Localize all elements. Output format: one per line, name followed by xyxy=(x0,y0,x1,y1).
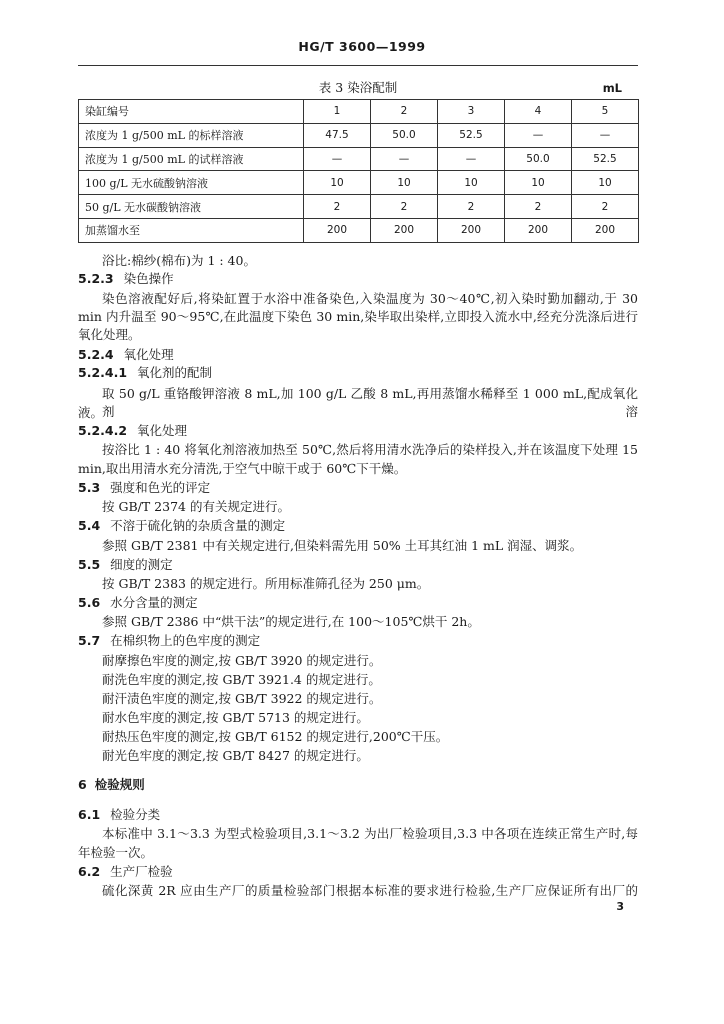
table-cell: 50.0 xyxy=(371,123,438,147)
table-row-label: 浓度为 1 g/500 mL 的试样溶液 xyxy=(79,147,304,171)
table-header-row xyxy=(79,100,639,124)
section-heading xyxy=(0,364,724,382)
paragraph-line: 按 GB/T 2374 的有关规定进行。 xyxy=(102,499,290,514)
table-row-label: 100 g/L 无水硫酸钠溶液 xyxy=(79,171,304,195)
table-cell: 10 xyxy=(505,171,572,195)
table-cell: 200 xyxy=(505,218,572,242)
table-row xyxy=(79,171,639,195)
section-number: 5.3 xyxy=(78,480,101,495)
paragraph-line: 参照 GB/T 2381 中有关规定进行,但染料需先用 50% 土耳其红油 1 mL 润湿、调浆。 xyxy=(102,538,583,553)
list-item: 耐光色牢度的测定,按 GB/T 8427 的规定进行。 xyxy=(102,748,369,763)
section-number: 5.2.4.2 xyxy=(78,423,128,438)
table-cell: 50.0 xyxy=(505,147,572,171)
table-cell: — xyxy=(438,147,505,171)
section-number: 5.6 xyxy=(78,595,101,610)
section-heading xyxy=(0,270,724,288)
table-title: 表 3 染浴配制 xyxy=(318,80,398,95)
table-cell: — xyxy=(304,147,371,171)
table-unit: mL xyxy=(602,81,622,95)
standard-code-header: HG/T 3600—1999 xyxy=(298,39,426,54)
section-heading xyxy=(0,632,724,650)
section-number: 5.7 xyxy=(78,633,101,648)
section-heading xyxy=(0,479,724,497)
section-number: 6.2 xyxy=(78,864,101,879)
table-row-label: 50 g/L 无水碳酸钠溶液 xyxy=(79,195,304,219)
paragraph-line: 液。 xyxy=(78,405,104,420)
section-title: 生产厂检验 xyxy=(110,864,173,879)
section-number: 6.1 xyxy=(78,807,101,822)
table-header-cell: 4 xyxy=(505,100,572,124)
paragraph-line: min 内升温至 90～95℃,在此温度下染色 30 min,染毕取出染样,立即投入流水中,经充分洗涤后进行 xyxy=(78,309,638,324)
list-item: 耐汗渍色牢度的测定,按 GB/T 3922 的规定进行。 xyxy=(102,691,382,706)
section-number: 5.5 xyxy=(78,557,101,572)
table-header-cell: 染缸编号 xyxy=(79,100,304,124)
table-cell: 52.5 xyxy=(438,123,505,147)
paragraph-line: 参照 GB/T 2386 中“烘干法”的规定进行,在 100～105℃烘干 2h。 xyxy=(102,614,480,629)
section-title: 染色操作 xyxy=(123,271,174,286)
table-header-cell: 2 xyxy=(371,100,438,124)
section-title: 氧化剂的配制 xyxy=(137,365,213,380)
table-cell: — xyxy=(505,123,572,147)
table-cell: 10 xyxy=(371,171,438,195)
section-title: 检验规则 xyxy=(94,777,145,792)
section-title: 强度和色光的评定 xyxy=(110,480,211,495)
table-cell: 52.5 xyxy=(572,147,639,171)
table-cell: 2 xyxy=(505,195,572,219)
list-item: 耐热压色牢度的测定,按 GB/T 6152 的规定进行,200℃干压。 xyxy=(102,729,449,744)
section-heading xyxy=(0,422,724,440)
table-cell: 200 xyxy=(371,218,438,242)
table-cell: 200 xyxy=(304,218,371,242)
table-cell: 47.5 xyxy=(304,123,371,147)
table-caption xyxy=(78,80,638,96)
paragraph-line: 硫化深黄 2R 应由生产厂的质量检验部门根据本标准的要求进行检验,生产厂应保证所有出厂的 xyxy=(102,883,638,898)
paragraph-line: 取 50 g/L 重铬酸钾溶液 8 mL,加 100 g/L 乙酸 8 mL,再用蒸馏水稀释至 1 000 mL,配成氧化剂溶 xyxy=(102,386,638,419)
paragraph-line: 氧化处理。 xyxy=(78,327,141,342)
table-row xyxy=(79,218,639,242)
list-item: 耐摩擦色牢度的测定,按 GB/T 3920 的规定进行。 xyxy=(102,653,382,668)
paragraph-line: 按 GB/T 2383 的规定进行。所用标准筛孔径为 250 μm。 xyxy=(102,576,430,591)
paragraph-line: 按浴比 1 : 40 将氧化剂溶液加热至 50℃,然后将用清水洗净后的染样投入,并在该温度下处理 15 xyxy=(102,442,638,457)
section-title: 检验分类 xyxy=(110,807,161,822)
table-cell: — xyxy=(371,147,438,171)
section-heading xyxy=(0,346,724,364)
section-number: 5.4 xyxy=(78,518,101,533)
dye-bath-table xyxy=(78,99,639,243)
table-cell: 2 xyxy=(572,195,639,219)
table-cell: 2 xyxy=(304,195,371,219)
table-header-cell: 5 xyxy=(572,100,639,124)
table-row xyxy=(79,147,639,171)
section-number: 5.2.3 xyxy=(78,271,114,286)
section-title: 水分含量的测定 xyxy=(110,595,198,610)
page-number: 3 xyxy=(616,900,624,913)
table-row-label: 加蒸馏水至 xyxy=(79,218,304,242)
table-header-cell: 1 xyxy=(304,100,371,124)
table-cell: 10 xyxy=(438,171,505,195)
table-cell: 200 xyxy=(572,218,639,242)
table-cell: 200 xyxy=(438,218,505,242)
section-number: 5.2.4 xyxy=(78,347,114,362)
list-item: 耐洗色牢度的测定,按 GB/T 3921.4 的规定进行。 xyxy=(102,672,381,687)
section-heading xyxy=(0,594,724,612)
paragraph-line: 本标准中 3.1～3.3 为型式检验项目,3.1～3.2 为出厂检验项目,3.3 中各项在连续正常生产时,每 xyxy=(102,826,638,841)
table-cell: 10 xyxy=(304,171,371,195)
section-title: 氧化处理 xyxy=(137,423,188,438)
table-cell: 2 xyxy=(371,195,438,219)
section-title: 细度的测定 xyxy=(110,557,173,572)
section-number: 5.2.4.1 xyxy=(78,365,128,380)
table-cell: 2 xyxy=(438,195,505,219)
table-header-cell: 3 xyxy=(438,100,505,124)
section-title: 氧化处理 xyxy=(123,347,174,362)
section-heading xyxy=(0,517,724,535)
section-heading xyxy=(0,556,724,574)
section-title: 不溶于硫化钠的杂质含量的测定 xyxy=(110,518,286,533)
section-heading xyxy=(0,806,724,824)
table-row xyxy=(79,195,639,219)
chapter-heading xyxy=(0,776,724,794)
table-row xyxy=(79,123,639,147)
table-cell: — xyxy=(572,123,639,147)
paragraph-line: 染色溶液配好后,将染缸置于水浴中准备染色,入染温度为 30～40℃,初入染时勤加翻动,于 30 xyxy=(102,291,638,306)
bath-ratio-text: 浴比:棉纱(棉布)为 1 : 40。 xyxy=(102,253,256,268)
section-heading xyxy=(0,863,724,881)
section-number: 6 xyxy=(78,777,87,792)
table-row-label: 浓度为 1 g/500 mL 的标样溶液 xyxy=(79,123,304,147)
list-item: 耐水色牢度的测定,按 GB/T 5713 的规定进行。 xyxy=(102,710,369,725)
table-cell: 10 xyxy=(572,171,639,195)
section-title: 在棉织物上的色牢度的测定 xyxy=(110,633,261,648)
paragraph-line: min,取出用清水充分清洗,于空气中晾干或于 60℃下干燥。 xyxy=(78,461,407,476)
paragraph-line: 年检验一次。 xyxy=(78,845,154,860)
header-rule xyxy=(78,65,638,66)
